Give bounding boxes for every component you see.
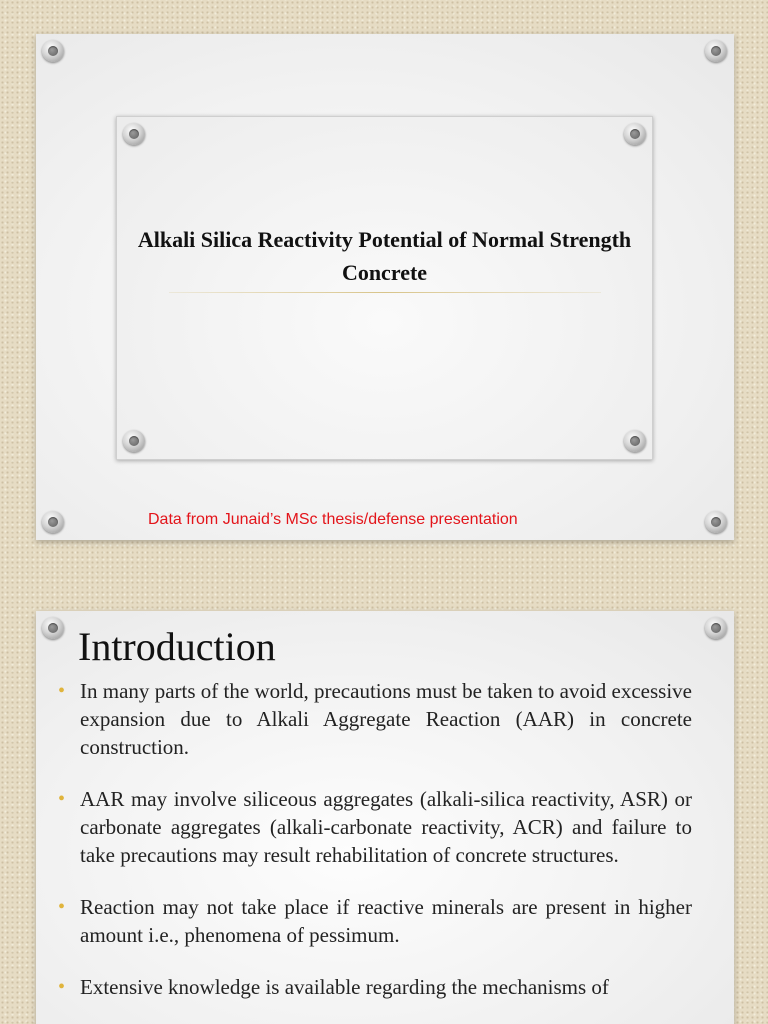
bullet-text: Reaction may not take place if reactive minerals are present in higher amount i.e., phenomena of pessimum. [80, 895, 692, 947]
bullet-icon: • [58, 976, 66, 998]
list-item [58, 677, 692, 761]
bullet-icon: • [58, 896, 66, 918]
bullet-text: In many parts of the world, precautions must be taken to avoid excessive expansion due to Alkali Aggregate Reaction (AAR) in concrete construction. [80, 679, 692, 759]
bullet-text: Extensive knowledge is available regarding the mechanisms of [80, 975, 609, 999]
bullet-icon: • [58, 680, 66, 702]
bullet-text: AAR may involve siliceous aggregates (alkali-silica reactivity, ASR) or carbonate aggregates (alkali-carbonate reactivity, ACR) and failure to take precautions may result rehabilitation of concrete structures. [80, 787, 692, 867]
screw-icon [624, 123, 646, 145]
list-item [58, 893, 692, 949]
presentation-title: Alkali Silica Reactivity Potential of Normal Strength Concrete [137, 227, 632, 285]
screw-icon [42, 617, 64, 639]
title-frame [116, 116, 653, 460]
screw-icon [123, 123, 145, 145]
title-slide [36, 34, 734, 540]
screw-icon [42, 40, 64, 62]
slide-heading: Introduction [78, 624, 276, 669]
screw-icon [705, 40, 727, 62]
bullet-icon: • [58, 788, 66, 810]
screw-icon [705, 617, 727, 639]
screw-icon [123, 430, 145, 452]
source-credit: Data from Junaid’s MSc thesis/defense presentation [148, 511, 518, 528]
screw-icon [624, 430, 646, 452]
bullet-list [58, 677, 692, 1024]
list-item [58, 973, 692, 1001]
title-divider [169, 292, 601, 293]
list-item [58, 785, 692, 869]
introduction-slide [36, 611, 734, 1024]
